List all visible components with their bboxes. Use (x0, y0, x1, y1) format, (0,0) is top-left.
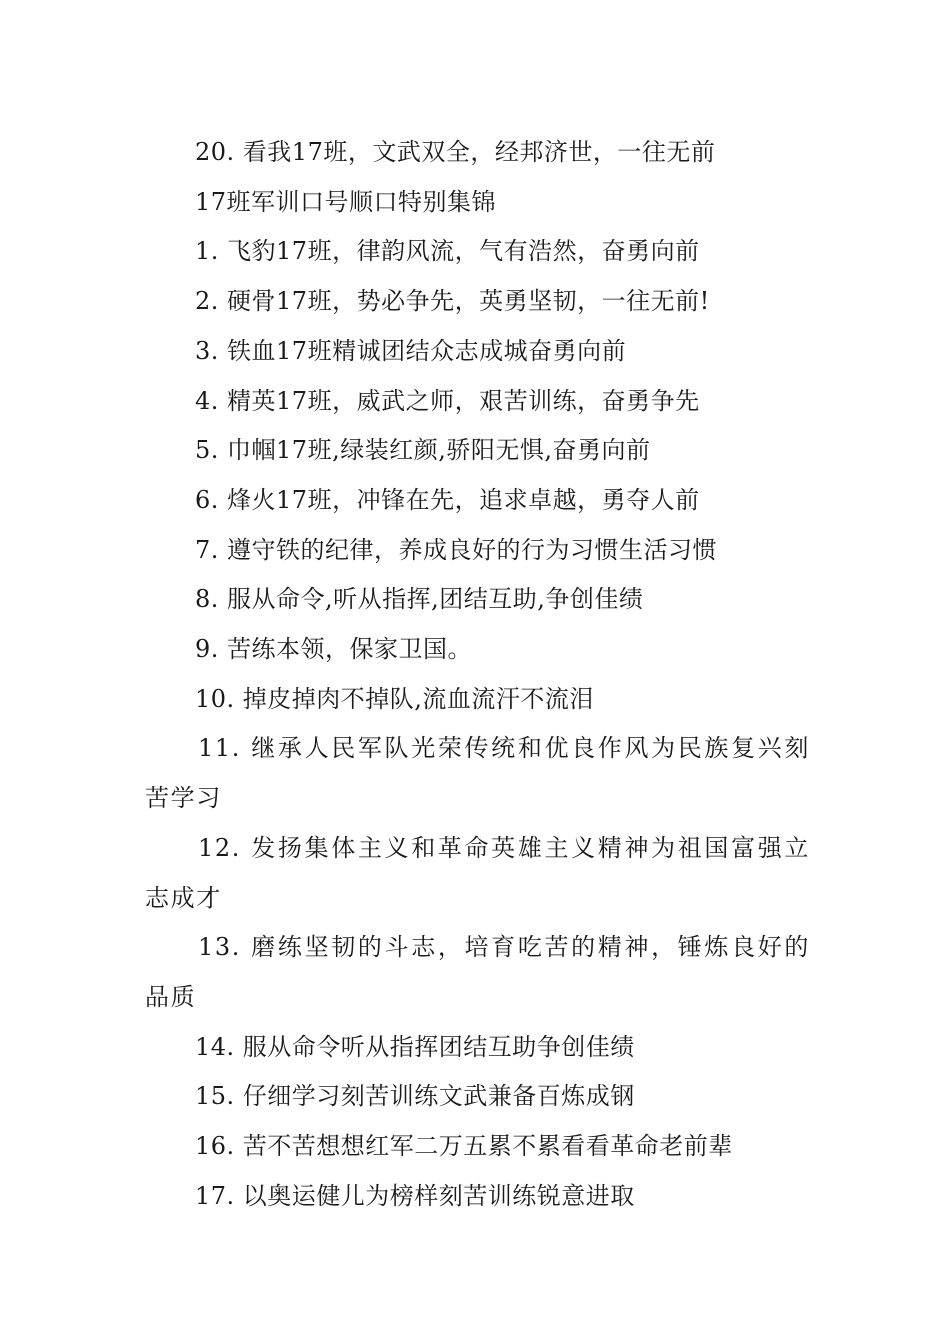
slogan-paragraph: 12. 发扬集体主义和革命英雄主义精神为祖国富强立志成才 (145, 833, 810, 912)
slogan-paragraph: 7. 遵守铁的纪律，养成良好的行为习惯生活习惯 (195, 535, 718, 564)
slogan-paragraph: 6. 烽火17班，冲锋在先，追求卓越，勇夺人前 (195, 485, 700, 514)
slogan-paragraph: 10. 掉皮掉肉不掉队,流血流汗不流泪 (195, 684, 594, 713)
slogan-paragraph: 8. 服从命令,听从指挥,团结互助,争创佳绩 (195, 585, 644, 614)
slogan-paragraph: 5. 巾帼17班,绿装红颜,骄阳无惧,奋勇向前 (195, 436, 651, 465)
slogan-paragraph: 16. 苦不苦想想红军二万五累不累看看革命老前辈 (195, 1132, 733, 1161)
slogan-paragraph: 4. 精英17班，威武之师，艰苦训练，奋勇争先 (195, 386, 700, 415)
slogan-paragraph: 13. 磨练坚韧的斗志，培育吃苦的精神，锤炼良好的品质 (145, 933, 810, 1011)
slogan-paragraph: 17. 以奥运健儿为榜样刻苦训练锐意进取 (195, 1181, 635, 1210)
slogan-paragraph: 9. 苦练本领，保家卫国。 (195, 635, 473, 664)
slogan-paragraph: 20. 看我17班，文武双全，经邦济世，一往无前 (195, 138, 716, 166)
document-body (145, 128, 810, 1221)
section-heading: 17班军训口号顺口特别集锦 (195, 187, 497, 216)
slogan-paragraph: 1. 飞豹17班，律韵风流，气有浩然，奋勇向前 (195, 237, 700, 266)
slogan-paragraph: 14. 服从命令听从指挥团结互助争创佳绩 (195, 1032, 635, 1061)
slogan-paragraph: 11. 继承人民军队光荣传统和优良作风为民族复兴刻苦学习 (145, 734, 810, 813)
slogan-paragraph: 3. 铁血17班精诚团结众志成城奋勇向前 (195, 336, 627, 365)
slogan-paragraph: 2. 硬骨17班，势必争先，英勇坚韧，一往无前! (195, 287, 710, 316)
slogan-paragraph: 15. 仔细学习刻苦训练文武兼备百炼成钢 (195, 1082, 635, 1111)
